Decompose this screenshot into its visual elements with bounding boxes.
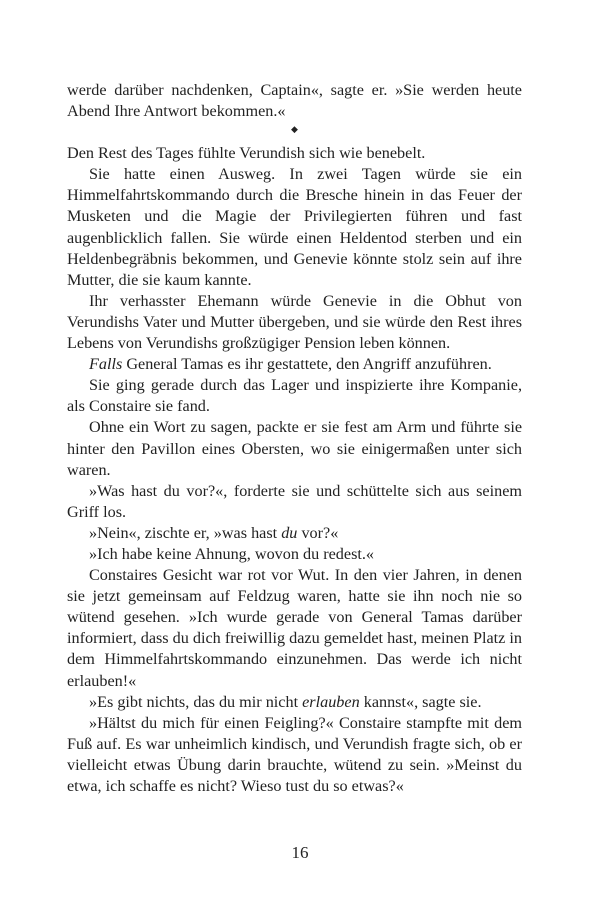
paragraph-text: werde darüber nachdenken, Captain«, sagte er. »Sie werden heute Abend Ihre Antwort bekommen.« — [67, 81, 522, 121]
paragraph — [67, 143, 522, 164]
paragraph — [67, 80, 522, 122]
page-number: 16 — [291, 843, 309, 862]
paragraph-text: »Was hast du vor?«, forderte sie und schüttelte sich aus seinem Griff los. — [67, 481, 522, 521]
paragraph-text: »Es gibt nichts, das du mir nicht — [89, 692, 303, 711]
paragraph-text: Constaires Gesicht war rot vor Wut. In den vier Jahren, in denen sie jetzt gemeinsam auf Feldzug waren, hatte sie ihn noch nie so wütend gesehen. »Ich wurde gerade von General Tamas darüber informiert, dass du dich freiwillig dazu gemeldet hast, meinen Platz in dem Himmelfahrtskommando einzunehmen. Das werde ich nicht erlauben!« — [67, 566, 522, 690]
emphasized-text: erlauben — [302, 692, 360, 711]
paragraph-text: Den Rest des Tages fühlte Verundish sich wie benebelt. — [67, 144, 426, 163]
paragraph — [67, 692, 522, 713]
paragraph — [67, 713, 522, 797]
paragraph-text: Sie hatte einen Ausweg. In zwei Tagen würde sie ein Himmelfahrtskommando durch die Bresche hinein in das Feuer der Musketen und die Magie der Privilegierten führen und fast augenblicklich fallen. Sie würde einen Heldentod sterben und ein Heldenbegräbnis bekommen, und Genevie könnte stolz sein auf ihre Mutter, die sie kaum kannte. — [67, 165, 522, 289]
emphasized-text: du — [281, 523, 298, 542]
paragraph — [67, 417, 522, 480]
paragraph-text: Sie ging gerade durch das Lager und inspizierte ihre Kompanie, als Constaire sie fand. — [67, 376, 522, 416]
paragraph — [67, 354, 522, 375]
paragraph-text: Ohne ein Wort zu sagen, packte er sie fest am Arm und führte sie hinter den Pavillon eines Obersten, wo sie einigermaßen unter sich waren. — [67, 418, 522, 479]
emphasized-text: Falls — [89, 355, 123, 374]
paragraph — [67, 565, 522, 692]
paragraph — [67, 375, 522, 417]
paragraph — [67, 544, 522, 565]
paragraph-text: »Nein«, zischte er, »was hast — [89, 523, 282, 542]
paragraph — [67, 481, 522, 523]
paragraph-text: Ihr verhasster Ehemann würde Genevie in die Obhut von Verundishs Vater und Mutter übergeben, und sie würde den Rest ihres Lebens von Verundishs großzügiger Pension leben können. — [67, 291, 522, 353]
diamond-ornament-icon: ◆ — [291, 124, 298, 135]
paragraph-text: vor?« — [297, 523, 339, 542]
paragraph-text: »Hältst du mich für einen Feigling?« Constaire stampfte mit dem Fuß auf. Es war unheimlich kindisch, und Verundish fragte sich, ob er vielleicht etwas Übung darin brauchte, wütend zu sein. »Meinst du etwa, ich schaffe es nicht? Wieso tust du so etwas?« — [67, 713, 522, 795]
paragraph — [67, 291, 522, 354]
section-break-ornament — [67, 122, 522, 143]
page-body — [67, 80, 522, 797]
paragraph-text: »Ich habe keine Ahnung, wovon du redest.« — [89, 544, 375, 563]
paragraph-text: kannst«, sagte sie. — [359, 692, 482, 711]
paragraph — [67, 523, 522, 544]
paragraph-text: General Tamas es ihr gestattete, den Angriff anzuführen. — [122, 355, 492, 374]
paragraph — [67, 164, 522, 291]
